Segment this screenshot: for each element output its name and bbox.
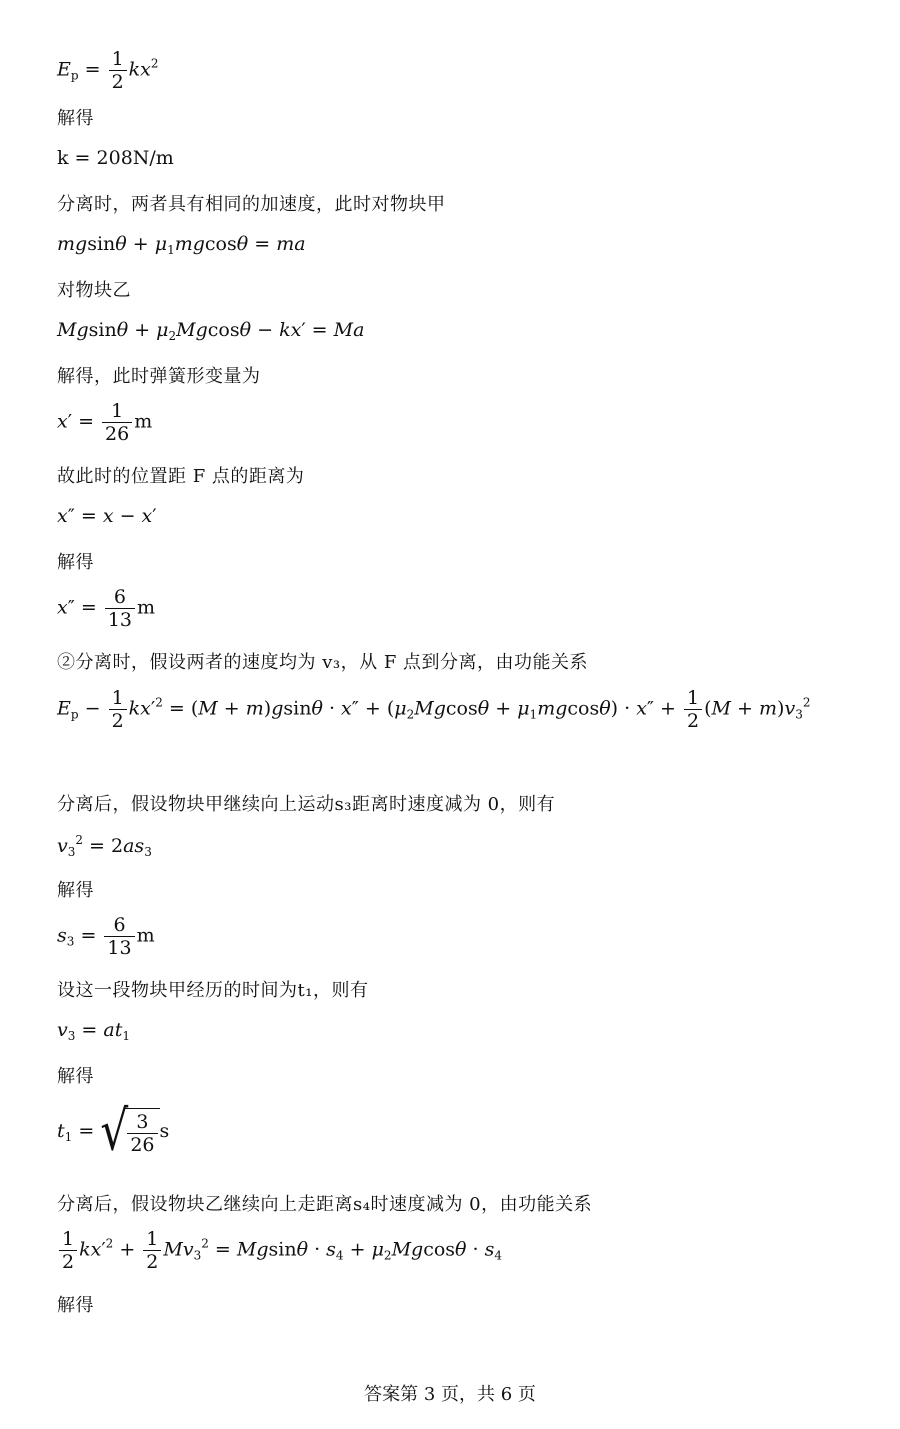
- text-jiede-3: 解得: [57, 880, 94, 901]
- page-footer: 答案第 3 页，共 6 页: [364, 1384, 536, 1405]
- text-jiede-1: 解得: [57, 108, 94, 129]
- equation-v3: $v_3 = at_1$: [57, 1019, 130, 1043]
- equation-k-value: k = 208N/m: [57, 147, 174, 169]
- equation-ep: $E_p$ = $\frac{1}{2}$ $kx^2$: [57, 48, 159, 93]
- text-spring-deformation: 解得，此时弹簧形变量为: [57, 366, 261, 387]
- text-position: 故此时的位置距 F 点的距离为: [57, 466, 305, 487]
- equation-x-prime: x′ = $\frac{1}{26}$ m: [57, 400, 153, 445]
- equation-energy-1: $E_p$ − $\frac{1}{2}$ $kx'^2 = (M + m)gsin\theta \cdot x'' + (\mu_2Mgcos\theta + \mu_1mgcos\theta) \cdot x''$ + $\frac{1}{2}$ $(M + m)v_3^2$: [57, 687, 811, 732]
- text-block-b: 对物块乙: [57, 280, 131, 301]
- equation-energy-2: $\frac{1}{2}$ $kx'^2$ + $\frac{1}{2}$ $Mv_3^2 = Mgsin\theta \cdot s_4 + \mu_2Mgcos\theta \cdot s_4$: [57, 1228, 502, 1273]
- text-jiede-2: 解得: [57, 552, 94, 573]
- equation-x-double-prime-value: x″ = $\frac{6}{13}$ m: [57, 586, 156, 631]
- equation-s3-value: $s_3$ = $\frac{6}{13}$ m: [57, 914, 155, 959]
- equation-v3-squared: $v_3^2 = 2as_3$: [57, 833, 152, 859]
- equation-block-b: $Mgsin\theta + \mu_2Mgcos\theta - kx' = Ma$: [57, 319, 365, 343]
- text-jiede-5: 解得: [57, 1295, 94, 1316]
- equation-block-a: $mgsin\theta + \mu_1mgcos\theta$ = ma: [57, 233, 306, 257]
- text-separation: 分离时，两者具有相同的加速度，此时对物块甲: [57, 194, 446, 215]
- equation-t1-value: $t_1$ = √ $\frac{3}{26}$ s: [57, 1099, 170, 1164]
- text-part-2: ②分离时，假设两者的速度均为 v₃，从 F 点到分离，由功能关系: [57, 652, 589, 673]
- square-root: √ $\frac{3}{26}$: [100, 1108, 159, 1156]
- text-jiede-4: 解得: [57, 1066, 94, 1087]
- equation-x-double-prime: x″ = x − x′: [57, 505, 157, 527]
- text-after-separation-b: 分离后，假设物块乙继续向上走距离s₄时速度减为 0，由功能关系: [57, 1194, 593, 1215]
- text-after-separation-a: 分离后，假设物块甲继续向上运动s₃距离时速度减为 0，则有: [57, 794, 556, 815]
- text-time: 设这一段物块甲经历的时间为t₁，则有: [57, 980, 369, 1001]
